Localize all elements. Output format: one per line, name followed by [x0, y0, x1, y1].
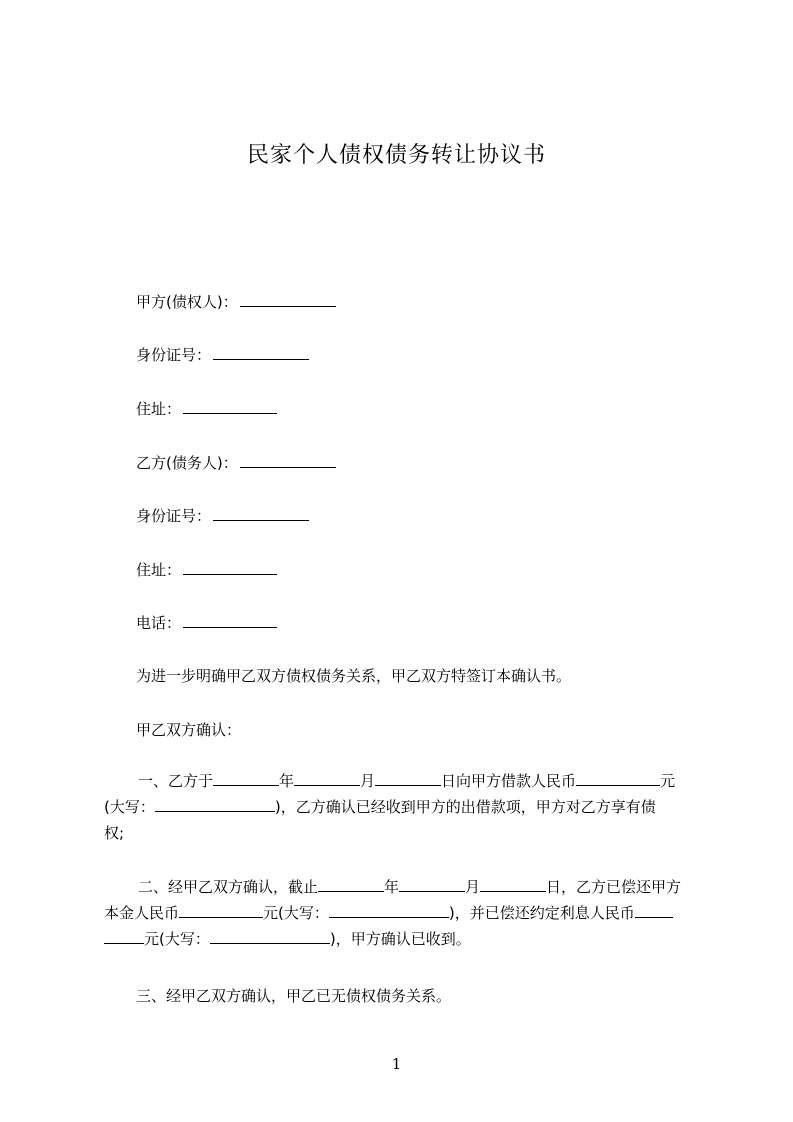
clause-1-capital-blank[interactable]: [155, 797, 275, 812]
clause-2-interest-capital-label: 元(大写：: [144, 930, 210, 948]
party-b-address-field: [136, 559, 277, 581]
party-a-id-label: 身份证号：: [136, 346, 212, 364]
clause-2-year-blank[interactable]: [318, 877, 384, 892]
party-b-address-label: 住址：: [136, 561, 182, 579]
clause-1-end-text: 权;: [104, 824, 125, 842]
party-b-field: [136, 452, 336, 474]
clause-1-text: 一、乙方于: [138, 772, 214, 790]
clause-2: [104, 874, 700, 952]
clause-2-principal-label: 本金人民币: [104, 904, 180, 922]
clause-1: [104, 768, 700, 846]
clause-2-principal-capital-label: 元(大写：: [263, 904, 329, 922]
party-a-label: 甲方(债权人)：: [136, 293, 238, 311]
clause-2-interest-blank-b[interactable]: [104, 929, 144, 944]
phone-label: 电话：: [136, 614, 182, 632]
party-b-id-field: [136, 505, 309, 527]
clause-2-repaid-label: 日，乙方已偿还甲方: [546, 878, 682, 896]
clause-1-amount-label: 日向甲方借款人民币: [441, 772, 577, 790]
clause-2-interest-capital-blank[interactable]: [210, 929, 330, 944]
party-a-address-blank[interactable]: [183, 398, 277, 414]
document-title: 民家个人债权债务转让协议书: [246, 143, 546, 168]
clause-1-month-blank[interactable]: [294, 771, 360, 786]
party-a-address-label: 住址：: [136, 400, 182, 418]
phone-field: [136, 612, 277, 634]
clause-2-month-blank[interactable]: [399, 877, 465, 892]
clause-2-principal-capital-blank[interactable]: [329, 903, 449, 918]
intro-paragraph: 为进一步明确甲乙双方债权债务关系，甲乙双方特签订本确认书。: [136, 667, 572, 685]
party-a-field: [136, 291, 336, 313]
clause-1-day-blank[interactable]: [375, 771, 441, 786]
party-a-address-field: [136, 398, 277, 420]
party-a-blank[interactable]: [240, 291, 336, 307]
party-b-id-label: 身份证号：: [136, 507, 212, 525]
clause-2-year-label: 年: [384, 878, 400, 896]
clause-1-year-blank[interactable]: [213, 771, 279, 786]
clause-1-month-label: 月: [360, 772, 376, 790]
clause-2-day-blank[interactable]: [480, 877, 546, 892]
clause-1-confirm-text: )，乙方确认已经收到甲方的出借款项，甲方对乙方享有债: [274, 798, 656, 816]
phone-blank[interactable]: [183, 612, 277, 628]
confirm-heading: 甲乙双方确认：: [136, 721, 242, 739]
clause-2-text: 二、经甲乙双方确认，截止: [138, 878, 319, 896]
clause-1-amount-blank[interactable]: [576, 771, 660, 786]
clause-2-interest-label: )，并已偿还约定利息人民币: [448, 904, 635, 922]
party-b-id-blank[interactable]: [213, 505, 309, 521]
party-b-blank[interactable]: [240, 452, 336, 468]
clause-2-received-text: )，甲方确认已收到。: [329, 930, 471, 948]
party-b-label: 乙方(债务人)：: [136, 454, 238, 472]
clause-2-interest-blank-a[interactable]: [635, 903, 673, 918]
page-number: 1: [391, 1055, 402, 1073]
clause-1-yuan-label: 元: [660, 772, 676, 790]
clause-1-capital-label: (大写：: [104, 798, 155, 816]
clause-3: 三、经甲乙双方确认，甲乙已无债权债务关系。: [136, 987, 452, 1005]
party-a-id-field: [136, 344, 309, 366]
clause-2-month-label: 月: [465, 878, 481, 896]
party-a-id-blank[interactable]: [213, 344, 309, 360]
clause-2-principal-blank[interactable]: [179, 903, 263, 918]
clause-1-year-label: 年: [279, 772, 295, 790]
party-b-address-blank[interactable]: [183, 559, 277, 575]
